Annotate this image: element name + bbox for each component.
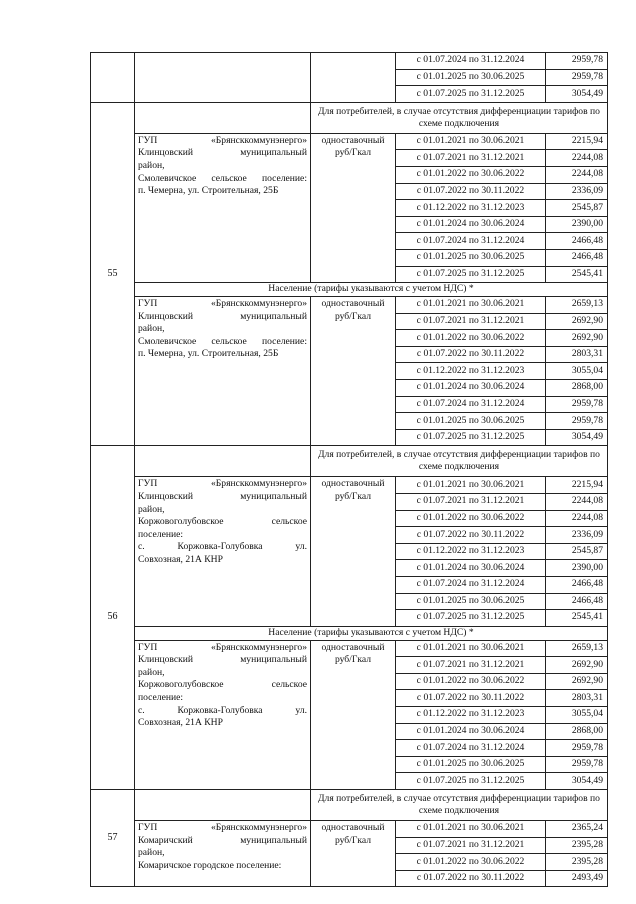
organization-line: Комаричское городское поселение: <box>138 859 282 871</box>
tariff-type-cell: одноставочный руб/Гкал <box>311 133 396 282</box>
period-cell: с 01.07.2021 по 31.12.2021 <box>396 313 546 330</box>
period-cell: с 01.01.2024 по 30.06.2024 <box>396 216 546 233</box>
tariff-type-cell: одноставочный руб/Гкал <box>311 820 396 886</box>
period-cell: с 01.01.2022 по 30.06.2022 <box>396 673 546 690</box>
period-cell: с 01.01.2025 по 30.06.2025 <box>396 69 546 86</box>
period-cell: с 01.01.2025 по 30.06.2025 <box>396 756 546 773</box>
tariff-value-cell: 2692,90 <box>546 330 608 347</box>
tariff-value-cell: 2493,49 <box>546 870 608 887</box>
period-cell: с 01.07.2021 по 31.12.2021 <box>396 837 546 854</box>
section-number: 55 <box>91 102 135 446</box>
tariff-value-cell: 2803,31 <box>546 690 608 707</box>
tariff-value-cell: 2336,09 <box>546 527 608 544</box>
organization-cell <box>135 820 311 886</box>
continuation-row <box>91 53 608 70</box>
organization-line: Смолевичское сельское поселение: <box>138 172 307 184</box>
organization-line: ГУП «Брянсккоммунэнерго» <box>138 478 307 490</box>
tariff-value-cell: 2545,87 <box>546 543 608 560</box>
no-diff-header: Для потребителей, в случае отсутствия дифференциации тарифов по схеме подключения <box>311 446 608 477</box>
organization-line: Коржовоголубовское сельское <box>138 516 307 528</box>
header-blank-cell <box>135 446 311 477</box>
tariff-value-cell: 2390,00 <box>546 560 608 577</box>
organization-line: п. Чемерна, ул. Строительная, 25Б <box>138 185 279 197</box>
tariff-value-cell: 2868,00 <box>546 380 608 397</box>
tariff-value-cell: 3054,49 <box>546 773 608 790</box>
period-cell: с 01.07.2022 по 30.11.2022 <box>396 690 546 707</box>
tariff-value-cell: 2959,78 <box>546 413 608 430</box>
organization-line: ГУП «Брянсккоммунэнерго» <box>138 134 307 146</box>
period-cell: с 01.07.2021 по 31.12.2021 <box>396 150 546 167</box>
tariff-value-cell: 2244,08 <box>546 166 608 183</box>
no-diff-header: Для потребителей, в случае отсутствия дифференциации тарифов по схеме подключения <box>311 102 608 133</box>
tariff-value-cell: 2959,78 <box>546 396 608 413</box>
tariff-table <box>90 52 608 887</box>
tariff-value-cell: 2215,94 <box>546 133 608 150</box>
tariff-table-body <box>91 53 608 887</box>
period-cell: с 01.01.2022 по 30.06.2022 <box>396 330 546 347</box>
organization-line: с. Коржовка-Голубовка ул. <box>138 704 307 716</box>
tariff-value-cell: 2803,31 <box>546 346 608 363</box>
tariff-value-cell: 2659,13 <box>546 297 608 314</box>
organization-line: п. Чемерна, ул. Строительная, 25Б <box>138 348 279 360</box>
period-cell: с 01.07.2024 по 31.12.2024 <box>396 396 546 413</box>
tariff-value-cell: 3055,04 <box>546 707 608 724</box>
period-cell: с 01.12.2022 по 31.12.2023 <box>396 363 546 380</box>
tariff-value-cell: 3055,04 <box>546 363 608 380</box>
tariff-value-cell: 2545,87 <box>546 200 608 217</box>
section-header-row <box>91 789 608 820</box>
period-cell: с 01.01.2022 по 30.06.2022 <box>396 854 546 871</box>
period-cell: с 01.01.2021 по 30.06.2021 <box>396 297 546 314</box>
tariff-value-cell: 2395,28 <box>546 854 608 871</box>
tariff-row <box>91 820 608 837</box>
tariff-value-cell: 2466,48 <box>546 249 608 266</box>
organization-line: Коржовоголубовское сельское <box>138 679 307 691</box>
tariff-value-cell: 2659,13 <box>546 640 608 657</box>
tariff-value-cell: 2244,08 <box>546 493 608 510</box>
tariff-row <box>91 477 608 494</box>
period-cell: с 01.07.2025 по 31.12.2025 <box>396 429 546 446</box>
tariff-value-cell: 2336,09 <box>546 183 608 200</box>
period-cell: с 01.01.2025 по 30.06.2025 <box>396 413 546 430</box>
tariff-row <box>91 133 608 150</box>
organization-line: Совхозная, 21А КНР <box>138 553 223 565</box>
period-cell: с 01.01.2021 по 30.06.2021 <box>396 640 546 657</box>
organization-line: район, <box>138 323 165 335</box>
period-cell: с 01.07.2024 по 31.12.2024 <box>396 740 546 757</box>
period-cell: с 01.12.2022 по 31.12.2023 <box>396 200 546 217</box>
period-cell: с 01.07.2022 по 30.11.2022 <box>396 183 546 200</box>
organization-line: поселение: <box>138 692 184 703</box>
organization-cell <box>135 477 311 626</box>
organization-line: Клинцовский муниципальный <box>138 654 307 666</box>
tariff-value-cell: 2545,41 <box>546 610 608 627</box>
organization-line: район, <box>138 503 165 515</box>
organization-line: район, <box>138 847 165 859</box>
no-diff-header: Для потребителей, в случае отсутствия дифференциации тарифов по схеме подключения <box>311 789 608 820</box>
organization-line: ГУП «Брянсккоммунэнерго» <box>138 298 307 310</box>
header-blank-cell <box>135 102 311 133</box>
tariff-value-cell: 2692,90 <box>546 313 608 330</box>
tariff-value-cell: 2466,48 <box>546 593 608 610</box>
population-header-row <box>91 626 608 640</box>
number-cell-empty <box>91 53 135 103</box>
period-cell: с 01.01.2024 по 30.06.2024 <box>396 723 546 740</box>
tariff-value-cell: 2868,00 <box>546 723 608 740</box>
period-cell: с 01.07.2021 по 31.12.2021 <box>396 493 546 510</box>
tariff-type-cell: одноставочный руб/Гкал <box>311 297 396 446</box>
organization-cell <box>135 297 311 446</box>
tariff-value-cell: 2692,90 <box>546 657 608 674</box>
organization-line: район, <box>138 666 165 678</box>
period-cell: с 01.07.2025 по 31.12.2025 <box>396 266 546 283</box>
section-header-row <box>91 102 608 133</box>
organization-line: с. Коржовка-Голубовка ул. <box>138 541 307 553</box>
period-cell: с 01.07.2024 по 31.12.2024 <box>396 233 546 250</box>
period-cell: с 01.01.2021 по 30.06.2021 <box>396 133 546 150</box>
period-cell: с 01.07.2024 по 31.12.2024 <box>396 576 546 593</box>
population-header-row <box>91 283 608 297</box>
tariff-value-cell: 2959,78 <box>546 69 608 86</box>
tariff-type-cell: одноставочный руб/Гкал <box>311 640 396 789</box>
period-cell: с 01.12.2022 по 31.12.2023 <box>396 707 546 724</box>
header-blank-cell <box>135 789 311 820</box>
organization-line: Клинцовский муниципальный <box>138 490 307 502</box>
period-cell: с 01.07.2022 по 30.11.2022 <box>396 346 546 363</box>
period-cell: с 01.07.2022 по 30.11.2022 <box>396 870 546 887</box>
period-cell: с 01.12.2022 по 31.12.2023 <box>396 543 546 560</box>
section-number: 56 <box>91 446 135 790</box>
period-cell: с 01.01.2025 по 30.06.2025 <box>396 593 546 610</box>
tariff-value-cell: 2545,41 <box>546 266 608 283</box>
organization-line: ГУП «Брянсккоммунэнерго» <box>138 821 307 833</box>
tariff-value-cell: 2244,08 <box>546 150 608 167</box>
period-cell: с 01.01.2024 по 30.06.2024 <box>396 560 546 577</box>
tariff-value-cell: 2215,94 <box>546 477 608 494</box>
period-cell: с 01.07.2025 по 31.12.2025 <box>396 610 546 627</box>
tariff-value-cell: 2466,48 <box>546 576 608 593</box>
organization-line: Смолевичское сельское поселение: <box>138 335 307 347</box>
tariff-value-cell: 2959,78 <box>546 53 608 70</box>
tariff-type-cell-empty <box>311 53 396 103</box>
organization-cell <box>135 133 311 282</box>
period-cell: с 01.01.2021 по 30.06.2021 <box>396 820 546 837</box>
organization-cell-empty <box>135 53 311 103</box>
period-cell: с 01.07.2025 по 31.12.2025 <box>396 86 546 103</box>
organization-line: Клинцовский муниципальный <box>138 310 307 322</box>
organization-line: Комаричский муниципальный <box>138 834 307 846</box>
period-cell: с 01.01.2024 по 30.06.2024 <box>396 380 546 397</box>
organization-cell <box>135 640 311 789</box>
period-cell: с 01.01.2022 по 30.06.2022 <box>396 166 546 183</box>
organization-line: ГУП «Брянсккоммунэнерго» <box>138 641 307 653</box>
organization-line: поселение: <box>138 528 184 540</box>
period-cell: с 01.07.2025 по 31.12.2025 <box>396 773 546 790</box>
population-header: Население (тарифы указываются с учетом НДС) * <box>135 283 608 297</box>
tariff-value-cell: 3054,49 <box>546 429 608 446</box>
period-cell: с 01.01.2022 по 30.06.2022 <box>396 510 546 527</box>
period-cell: с 01.07.2021 по 31.12.2021 <box>396 657 546 674</box>
period-cell: с 01.07.2022 по 30.11.2022 <box>396 527 546 544</box>
section-number: 57 <box>91 789 135 886</box>
tariff-value-cell: 2959,78 <box>546 756 608 773</box>
organization-line: район, <box>138 159 165 171</box>
organization-line: Клинцовский муниципальный <box>138 147 307 159</box>
tariff-value-cell: 2390,00 <box>546 216 608 233</box>
tariff-value-cell: 2959,78 <box>546 740 608 757</box>
tariff-value-cell: 2244,08 <box>546 510 608 527</box>
tariff-type-cell: одноставочный руб/Гкал <box>311 477 396 626</box>
organization-line: Совхозная, 21А КНР <box>138 717 223 729</box>
population-header: Население (тарифы указываются с учетом НДС) * <box>135 626 608 640</box>
tariff-value-cell: 2365,24 <box>546 820 608 837</box>
tariff-value-cell: 2466,48 <box>546 233 608 250</box>
tariff-value-cell: 2692,90 <box>546 673 608 690</box>
population-tariff-row <box>91 640 608 657</box>
population-tariff-row <box>91 297 608 314</box>
period-cell: с 01.01.2021 по 30.06.2021 <box>396 477 546 494</box>
tariff-value-cell: 2395,28 <box>546 837 608 854</box>
section-header-row <box>91 446 608 477</box>
period-cell: с 01.01.2025 по 30.06.2025 <box>396 249 546 266</box>
tariff-value-cell: 3054,49 <box>546 86 608 103</box>
period-cell: с 01.07.2024 по 31.12.2024 <box>396 53 546 70</box>
